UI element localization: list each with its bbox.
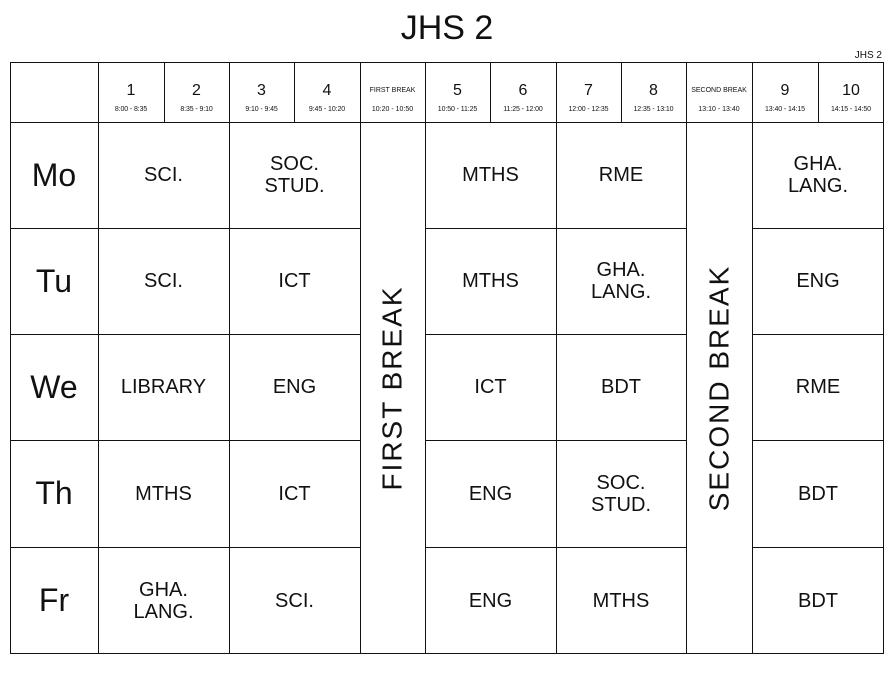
first-break-label: FIRST BREAK (376, 285, 408, 491)
subject-cell: MTHS (135, 482, 192, 505)
first-break-header (360, 62, 425, 122)
period-number: 3 (257, 82, 266, 99)
subject-cell: MTHS (462, 270, 519, 292)
day-label-tu: Tu (35, 262, 73, 299)
period-number: 4 (322, 82, 332, 99)
period-time: 14:15 - 14:50 (831, 106, 871, 113)
subject-cell: RME (598, 164, 644, 186)
period-header (752, 62, 818, 122)
period-header (818, 62, 884, 122)
second-break-header (686, 62, 752, 122)
subject-cell: SCI. (144, 270, 183, 292)
break-title: FIRST BREAK (369, 87, 416, 94)
period-number: 2 (192, 82, 201, 99)
subject-cell: SOC. STUD. (264, 153, 325, 197)
page-title: JHS 2 (400, 9, 494, 47)
day-label-th: Th (35, 475, 73, 511)
subject-cell: ICT (474, 376, 507, 398)
subject-cell: GHA. LANG. (590, 259, 652, 303)
second-break-column (686, 122, 752, 654)
period-number: 1 (126, 82, 136, 99)
period-time: 8:00 - 8:35 (114, 106, 148, 113)
period-number: 8 (649, 82, 658, 99)
period-time: 12:00 - 12:35 (568, 106, 609, 113)
period-time: 8:35 - 9:10 (180, 106, 213, 113)
subject-cell: BDT (601, 376, 641, 398)
subject-cell: LIBRARY (120, 376, 207, 398)
second-break-label: SECOND BREAK (703, 264, 734, 512)
day-label-fr: Fr (38, 582, 70, 618)
period-time: 11:25 - 12:00 (503, 106, 543, 113)
subject-cell: ENG (468, 589, 513, 612)
subject-cell: ICT (278, 270, 311, 292)
subject-cell: SCI. (144, 164, 183, 186)
subject-cell: GHA. LANG. (133, 578, 194, 623)
subject-cell: ICT (278, 482, 311, 505)
class-tag: JHS 2 (854, 50, 882, 61)
period-header (621, 62, 686, 122)
subject-cell: SCI. (275, 589, 314, 612)
day-label-mo: Mo (31, 156, 77, 193)
period-time: 13:40 - 14:15 (765, 106, 805, 113)
subject-cell: MTHS (462, 164, 519, 186)
period-time: 10:50 - 11:25 (437, 106, 478, 113)
period-number: 7 (584, 82, 593, 99)
period-time: 9:45 - 10:20 (308, 106, 346, 113)
subject-cell: RME (795, 376, 841, 398)
period-header (556, 62, 621, 122)
subject-cell: BDT (798, 482, 838, 505)
period-number: 10 (842, 82, 860, 99)
subject-cell: GHA. LANG. (787, 153, 849, 197)
subject-cell: ENG (468, 482, 513, 505)
subject-cell: SOC. STUD. (591, 471, 651, 516)
subject-cell: ENG (796, 270, 840, 292)
period-header (425, 62, 490, 122)
period-header (98, 62, 164, 122)
subject-cell: MTHS (592, 589, 650, 612)
break-time: 13:10 - 13:40 (698, 106, 740, 113)
break-time: 10:20 - 10:50 (371, 106, 414, 113)
period-time: 9:10 - 9:45 (245, 106, 278, 113)
period-header (229, 62, 294, 122)
period-number: 5 (453, 82, 462, 99)
subject-cell: BDT (798, 589, 838, 612)
period-header (490, 62, 556, 122)
period-number: 6 (518, 82, 528, 99)
first-break-column (360, 122, 425, 654)
period-number: 9 (780, 82, 790, 99)
period-header (164, 62, 229, 122)
period-time: 12:35 - 13:10 (633, 106, 674, 113)
subject-cell: ENG (272, 376, 317, 398)
break-title: SECOND BREAK (691, 87, 747, 94)
day-label-we: We (30, 368, 78, 405)
period-header (294, 62, 360, 122)
